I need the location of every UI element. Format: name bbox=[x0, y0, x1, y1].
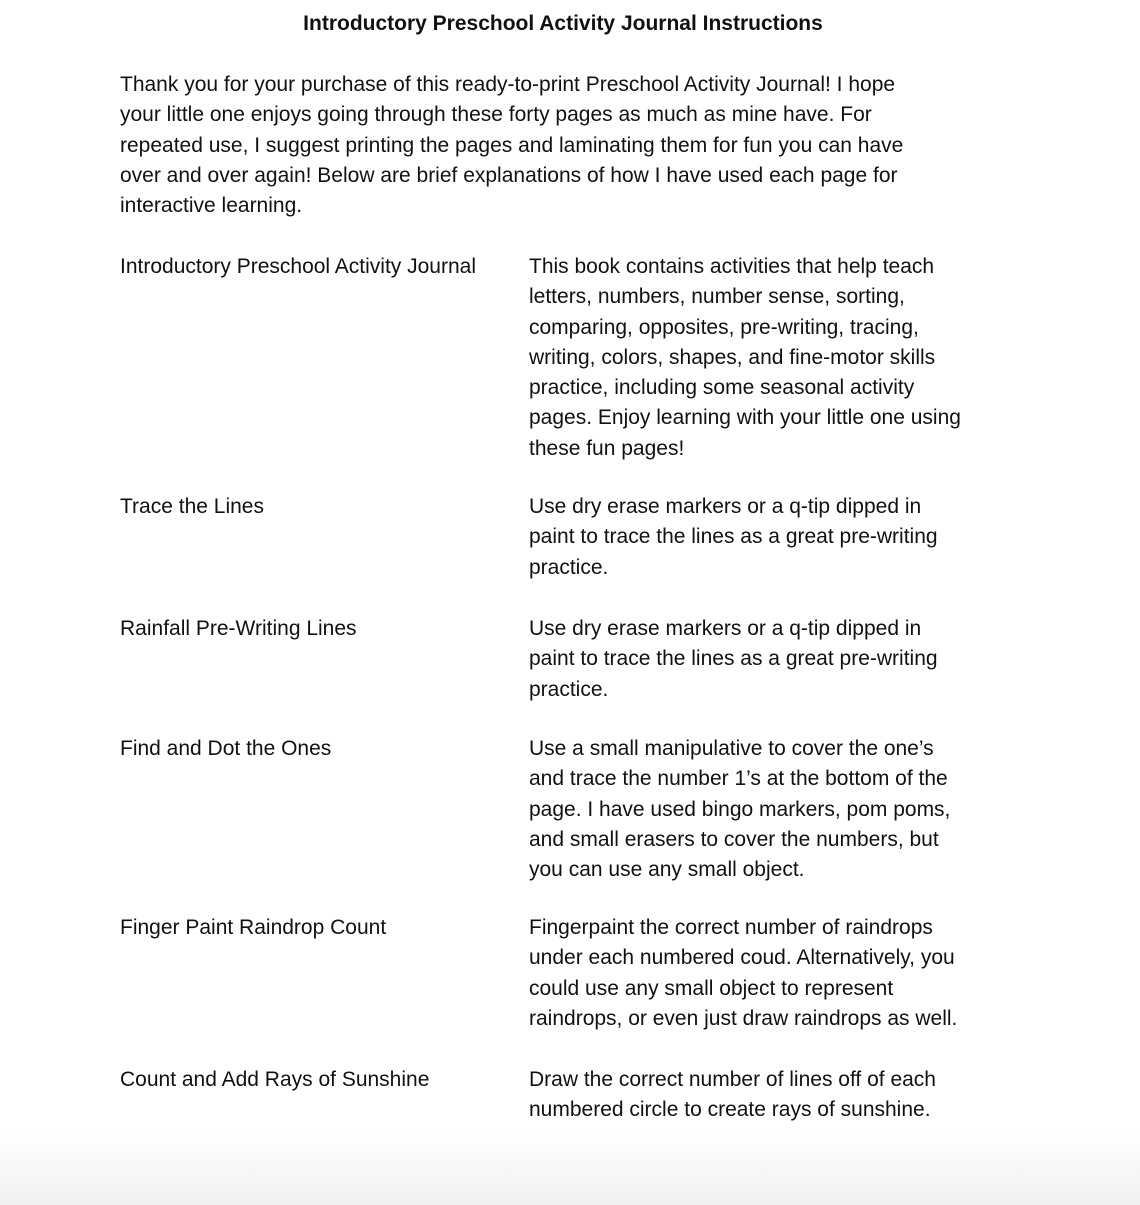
activity-name: Trace the Lines bbox=[120, 495, 264, 518]
text-line: could use any small object to represent bbox=[529, 976, 894, 1000]
text-line: practice. bbox=[529, 677, 609, 701]
activity-description bbox=[529, 913, 957, 1034]
text-line: you can use any small object. bbox=[529, 858, 805, 882]
text-line: Use dry erase markers or a q-tip dipped in bbox=[529, 617, 922, 640]
activity-name: Rainfall Pre-Writing Lines bbox=[120, 617, 357, 640]
intro-paragraph bbox=[120, 70, 903, 221]
text-line: This book contains activities that help teach bbox=[529, 255, 935, 278]
activity-name: Finger Paint Raindrop Count bbox=[120, 916, 387, 939]
text-line: letters, numbers, number sense, sorting, bbox=[529, 285, 905, 309]
text-line: raindrops, or even just draw raindrops as well. bbox=[529, 1006, 958, 1030]
text-line: Use dry erase markers or a q-tip dipped in bbox=[529, 495, 922, 518]
text-line: and small erasers to cover the numbers, but bbox=[529, 827, 939, 851]
activity-description bbox=[529, 1065, 936, 1126]
text-line: paint to trace the lines as a great pre-writing bbox=[529, 647, 938, 671]
text-line: pages. Enjoy learning with your little one using bbox=[529, 406, 961, 430]
text-line: Fingerpaint the correct number of raindrops bbox=[529, 916, 933, 939]
activity-description bbox=[529, 492, 938, 583]
activity-name: Introductory Preschool Activity Journal bbox=[120, 255, 476, 278]
text-line: comparing, opposites, pre-writing, tracing, bbox=[529, 315, 919, 339]
activity-description bbox=[529, 252, 961, 464]
activity-description bbox=[529, 734, 950, 885]
document-title: Introductory Preschool Activity Journal Instructions bbox=[303, 12, 823, 35]
text-line: Thank you for your purchase of this ready-to-print Preschool Activity Journal! I hope bbox=[120, 73, 896, 96]
text-line: Use a small manipulative to cover the one’s bbox=[529, 737, 934, 760]
activity-name: Count and Add Rays of Sunshine bbox=[120, 1068, 430, 1091]
text-line: practice. bbox=[529, 555, 609, 579]
text-line: these fun pages! bbox=[529, 436, 685, 460]
activity-description bbox=[529, 614, 938, 705]
text-line: practice, including some seasonal activity bbox=[529, 376, 915, 400]
text-line: Draw the correct number of lines off of each bbox=[529, 1068, 936, 1091]
text-line: numbered circle to create rays of sunshine. bbox=[529, 1098, 931, 1122]
text-line: page. I have used bingo markers, pom poms, bbox=[529, 797, 951, 821]
text-line: and trace the number 1’s at the bottom of the bbox=[529, 767, 948, 791]
text-line: your little one enjoys going through these forty pages as much as mine have. For bbox=[120, 103, 872, 127]
text-line: under each numbered coud. Alternatively, you bbox=[529, 946, 955, 970]
text-line: interactive learning. bbox=[120, 194, 303, 218]
text-line: over and over again! Below are brief explanations of how I have used each page for bbox=[120, 163, 898, 187]
text-line: writing, colors, shapes, and fine-motor skills bbox=[529, 345, 936, 369]
text-line: repeated use, I suggest printing the pages and laminating them for fun you can have bbox=[120, 133, 904, 157]
text-line: paint to trace the lines as a great pre-writing bbox=[529, 525, 938, 549]
activity-name: Find and Dot the Ones bbox=[120, 737, 332, 760]
